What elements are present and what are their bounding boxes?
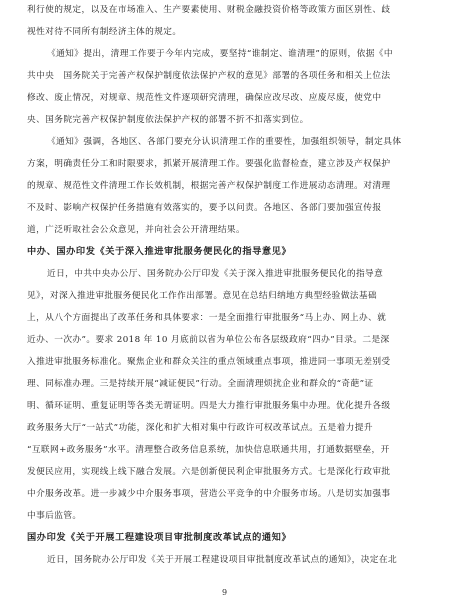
text-line: 上，从八个方面提出了改革任务和具体要求：一是全面推行审批服务“马上办、网上办、就 [27, 313, 387, 323]
page-number: 9 [221, 588, 228, 597]
text-line: 发便民应用，实现线上线下融合发展。六是创新便民利企审批服务方式。七是深化行政审批 [27, 467, 391, 477]
text-line: 道，广泛听取社会公众意见，并向社会公开清理结果。 [27, 225, 246, 235]
text-line: 央、国务院完善产权保护制度依法保护产权的部署不折不扣落实到位。 [27, 115, 309, 125]
text-line: 政务服务大厅“一站式”功能，深化和扩大相对集中行政许可权改革试点。五是着力提升 [27, 423, 373, 433]
text-line: 入推进审批服务标准化。聚焦企业和群众关注的重点领域重点事项，推进同一事项无差别受 [27, 357, 391, 367]
text-line: “互联网+政务服务”水平。清理整合政务信息系统，加快信息联通共用，打通数据壁垒，开 [27, 445, 390, 455]
text-line: 见》，对深入推进审批服务便民化工作作出部署。意见在总结归纳地方典型经验做法基础 [27, 291, 378, 301]
text-line: 近办、一次办”。要求 2018 年 10 月底前以省为单位公布各层级政府“四办”目录。二是深 [27, 335, 390, 345]
text-line: 明、循环证明、重复证明等各类无谓证明。四是大力推行审批服务集中办理。优化提升各级 [27, 401, 391, 411]
paragraph-start: 《通知》强调，各地区、各部门要充分认识清理工作的重要性，加强组织领导，制定具体 [47, 137, 402, 147]
section-heading: 国办印发《关于开展工程建设项目审批制度改革试点的通知》 [27, 532, 292, 543]
document-page [27, 2, 419, 602]
paragraph-start: 《通知》提出，清理工作要于今年内完成，要坚持“谁制定、谁清理”的原则，依据《中 [47, 49, 393, 59]
text-line: 的规章、规范性文件清理工作长效机制，根据完善产权保护制度工作进展动态清理。对清理 [27, 181, 391, 191]
text-line: 不及时、影响产权保护任务措施有效落实的，要予以问责。各地区、各部门要加强宣传报 [27, 203, 382, 213]
section-heading: 中办、国办印发《关于深入推进审批服务便民化的指导意见》 [27, 246, 292, 257]
text-line: 利行使的规定，以及在市场准入、生产要素使用、财税金融投资价格等政策方面区别性、歧 [27, 5, 391, 15]
text-line: 修改、废止情况，对规章、规范性文件逐项研究清理，确保应改尽改、应废尽废，使党中 [27, 93, 382, 103]
text-line: 方案，明确责任分工和时限要求，抓紧开展清理工作。要强化监督检查，建立涉及产权保护 [27, 159, 391, 169]
text-line: 视性对待不同所有制经济主体的规定。 [27, 27, 182, 37]
text-line: 中事后监管。 [27, 511, 82, 521]
paragraph-start: 近日，中共中央办公厅、国务院办公厅印发《关于深入推进审批服务便民化的指导意 [47, 269, 384, 279]
text-line: 中介服务改革。进一步减少中介服务事项，营造公平竞争的中介服务市场。八是切实加强事 [27, 489, 391, 499]
paragraph-start: 近日，国务院办公厅印发《关于开展工程建设项目审批制度改革试点的通知》，决定在北 [47, 555, 398, 565]
text-line: 共中央 国务院关于完善产权保护制度依法保护产权的意见》部署的各项任务和相关上位法 [27, 71, 391, 81]
text-line: 理、同标准办理。三是持续开展“减证便民”行动。全面清理烦扰企业和群众的“奇葩”证 [27, 379, 374, 389]
